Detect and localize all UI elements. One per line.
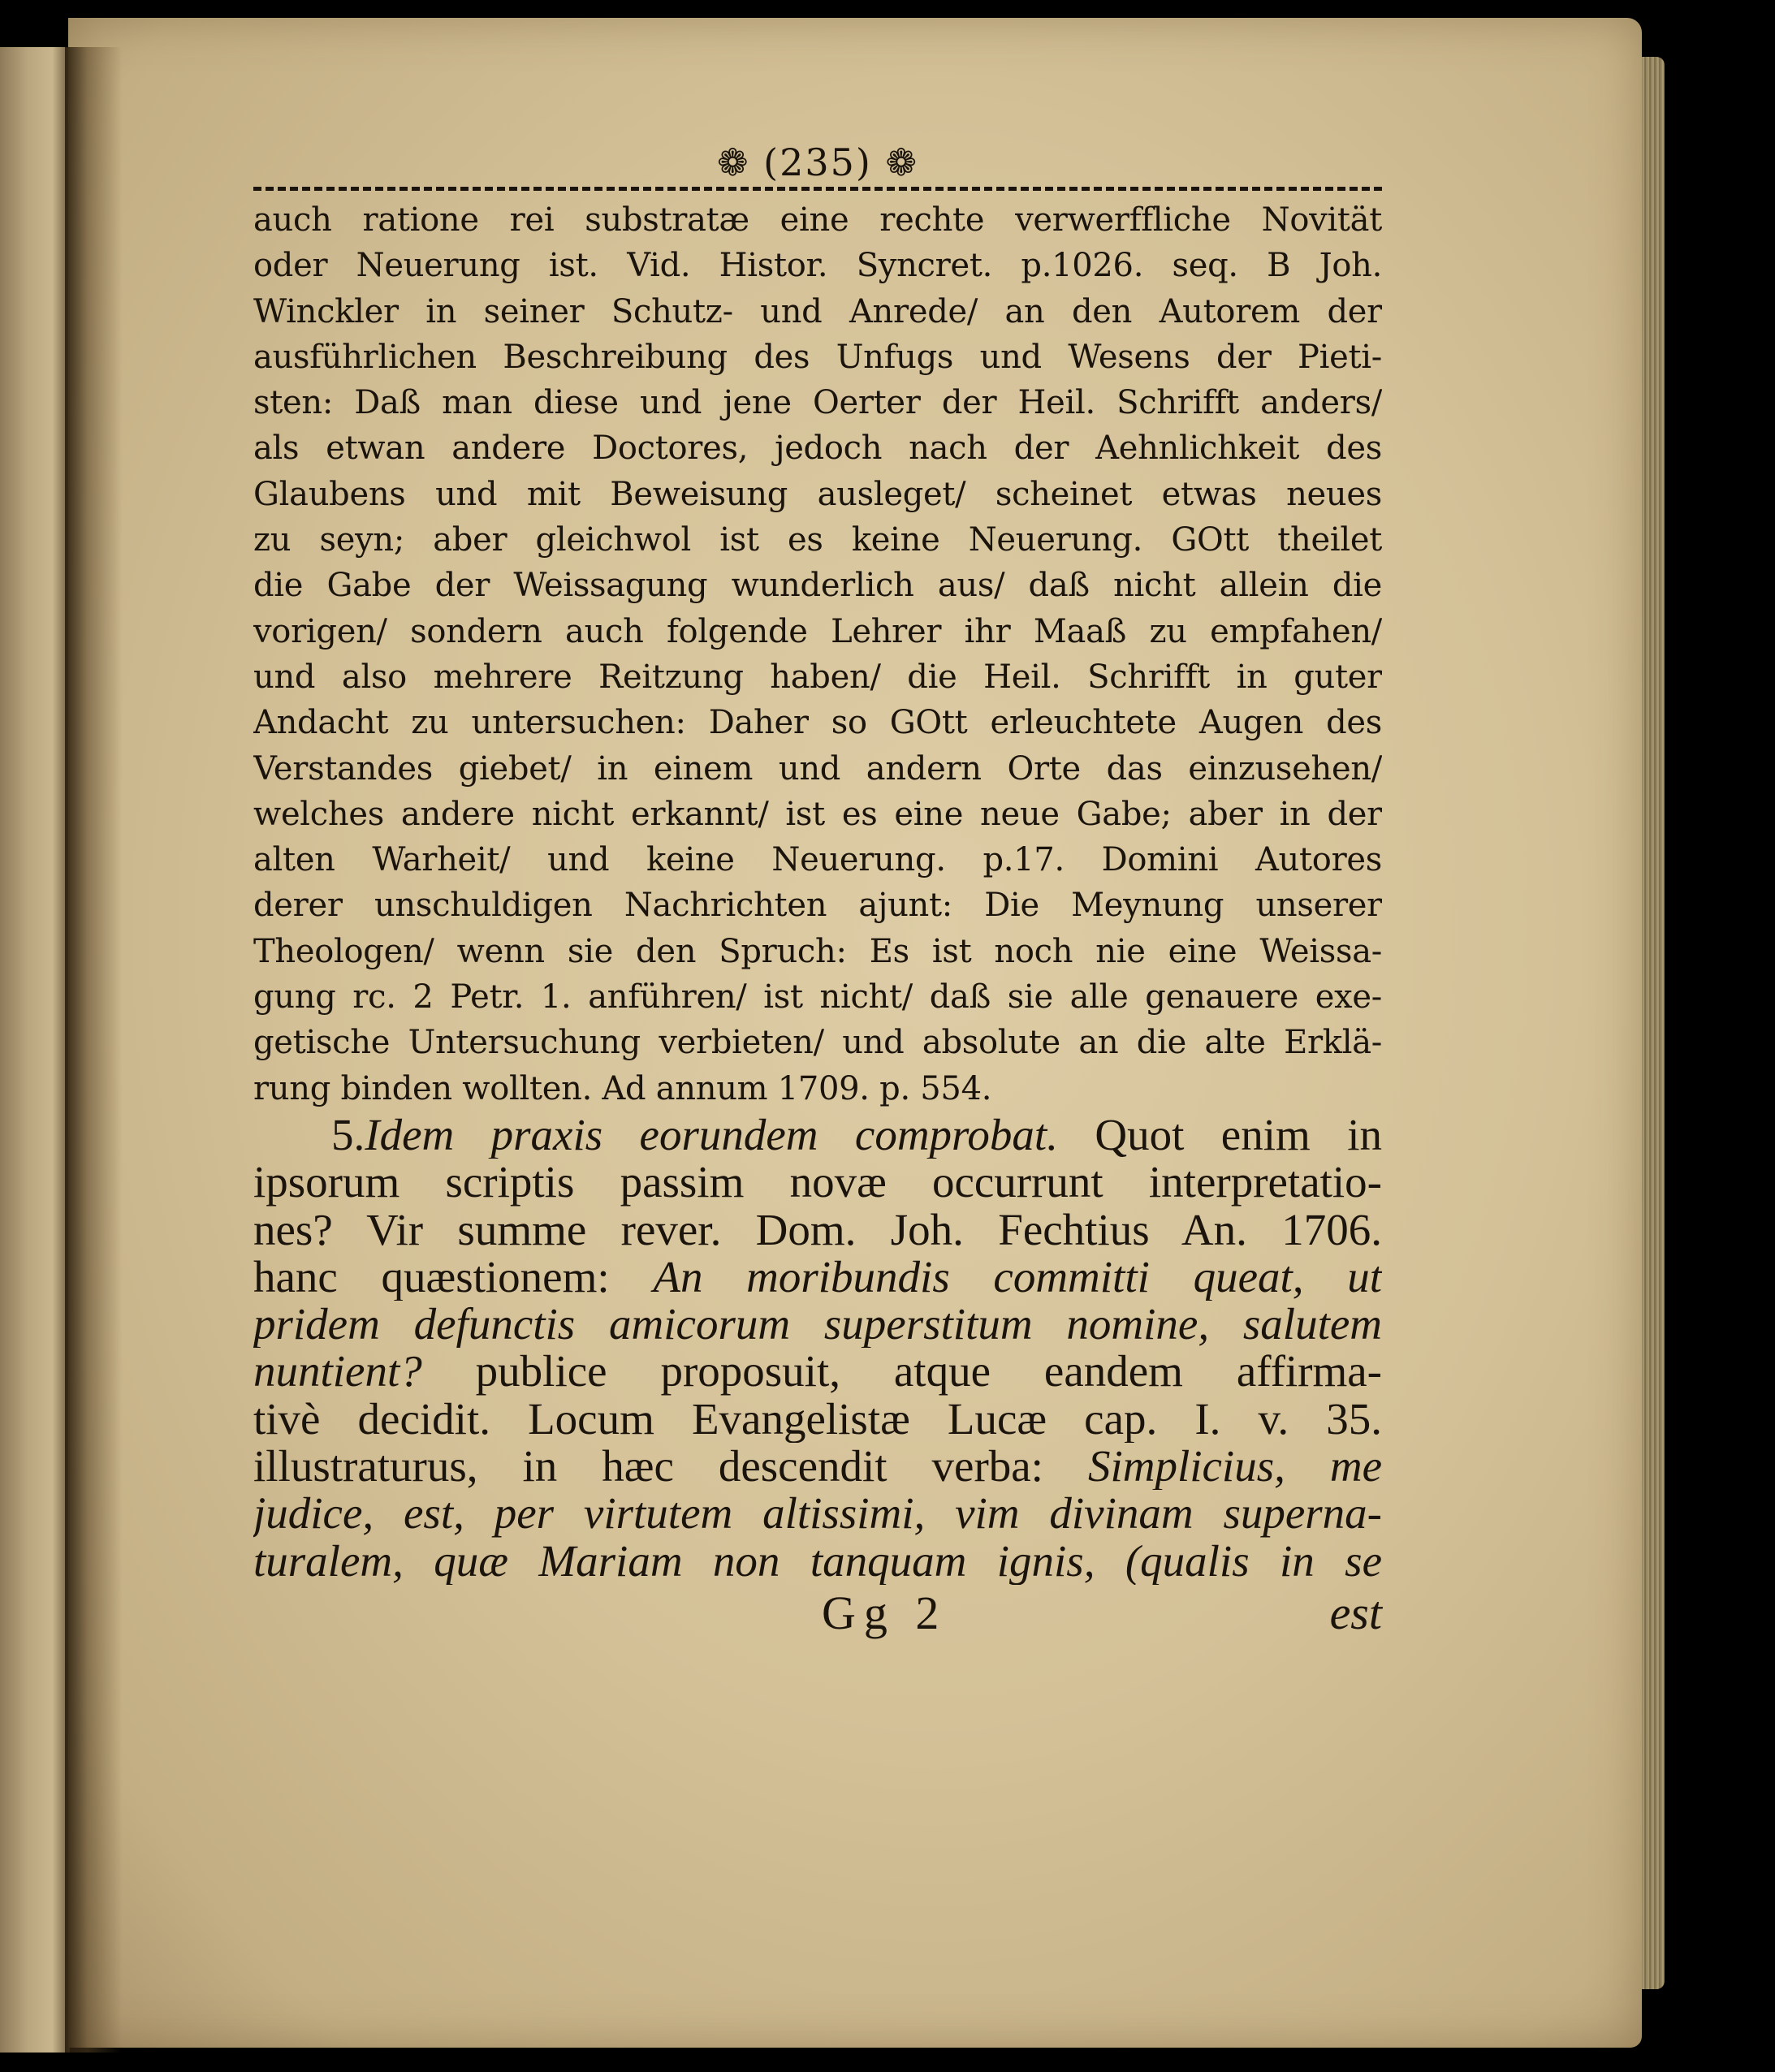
german-line-1: auch ratione rei substratæ eine rechte verwerffliche Novität: [253, 201, 1382, 239]
latin-text: Quot enim in: [1057, 1111, 1382, 1159]
latin-italic-text: nuntient?: [253, 1348, 422, 1396]
latin-line-8: [253, 1443, 1382, 1490]
german-line-15: alten Warheit/ und keine Neuerung. p.17. Domini Autores: [253, 841, 1382, 879]
german-line-4: ausführlichen Beschreibung des Unfugs und Wesens der Pieti-: [253, 338, 1382, 376]
text-block: [253, 138, 1382, 1642]
latin-line-10: turalem, quæ Mariam non tanquam ignis, (qualis in se: [253, 1537, 1382, 1585]
german-line-13: Verstandes giebet/ in einem und andern Orte das einzusehen/: [253, 749, 1382, 788]
latin-line-2: ipsorum scriptis passim novæ occurrunt interpretatio-: [253, 1159, 1382, 1207]
german-line-19: getische Untersuchung verbieten/ und absolute an die alte Erklä-: [253, 1024, 1382, 1062]
fore-edge: [1642, 57, 1665, 1989]
german-line-6: als etwan andere Doctores, jedoch nach der Aehnlichkeit des: [253, 430, 1382, 468]
running-head: [253, 138, 1382, 187]
german-line-7: Glaubens und mit Beweisung ausleget/ scheinet etwas neues: [253, 475, 1382, 513]
gutter-shadow: [65, 47, 122, 2053]
latin-text: illustraturus, in hæc descendit verba:: [253, 1443, 1088, 1491]
german-line-2: oder Neuerung ist. Vid. Histor. Syncret. p.1026. seq. B Joh.: [253, 247, 1382, 285]
signature-mark: Gg 2: [822, 1586, 948, 1639]
latin-line-5: pridem defunctis amicorum superstitum nomine, salutem: [253, 1301, 1382, 1349]
fleuron-right-icon: ❁: [871, 140, 919, 184]
german-line-20: rung binden wollten. Ad annum 1709. p. 554.: [253, 1069, 992, 1107]
latin-text: publice proposuit, atque eandem affirma-: [421, 1348, 1382, 1396]
german-line-14: welches andere nicht erkannt/ ist es eine neue Gabe; aber in der: [253, 795, 1382, 833]
german-line-8: zu seyn; aber gleichwol ist es keine Neuerung. GOtt theilet: [253, 521, 1382, 559]
paragraph-number: 5.: [331, 1111, 365, 1159]
german-line-18: gung rc. 2 Petr. 1. anführen/ ist nicht/ daß sie alle genauere exe-: [253, 978, 1382, 1017]
latin-line-7: tivè decidit. Locum Evangelistæ Lucæ cap. I. v. 35.: [253, 1395, 1382, 1444]
german-line-11: und also mehrere Reitzung haben/ die Heil. Schrifft in guter: [253, 658, 1382, 696]
german-line-12: Andacht zu untersuchen: Daher so GOtt erleuchtete Augen des: [253, 704, 1382, 742]
latin-line-6: [253, 1348, 1382, 1395]
german-line-16: derer unschuldigen Nachrichten ajunt: Die Meynung unserer: [253, 887, 1382, 925]
german-line-17: Theologen/ wenn sie den Spruch: Es ist noch nie eine Weissa-: [253, 932, 1382, 970]
german-line-3: Winckler in seiner Schutz- und Anrede/ an den Autorem der: [253, 292, 1382, 330]
left-page-edge: [0, 47, 70, 2053]
page-number: (235): [763, 140, 872, 184]
latin-line-1: [253, 1112, 1382, 1159]
latin-line-9: judice, est, per virtutem altissimi, vim divinam superna-: [253, 1490, 1382, 1538]
signature-line: [253, 1585, 1382, 1642]
german-line-5: sten: Daß man diese und jene Oerter der Heil. Schrifft anders/: [253, 384, 1382, 422]
latin-italic-text: Simplicius, me: [1087, 1443, 1382, 1491]
latin-italic-heading: Idem praxis eorundem comprobat.: [365, 1111, 1058, 1159]
latin-line-4: [253, 1254, 1382, 1301]
head-rule: [253, 187, 1382, 191]
latin-line-3: nes? Vir summe rever. Dom. Joh. Fechtius An. 1706.: [253, 1206, 1382, 1254]
latin-italic-text: An moribundis committi queat, ut: [653, 1253, 1382, 1301]
german-line-10: vorigen/ sondern auch folgende Lehrer ihr Maaß zu empfahen/: [253, 612, 1382, 650]
catchword: est: [1329, 1586, 1382, 1639]
fleuron-left-icon: ❁: [716, 140, 764, 184]
latin-text: hanc quæstionem:: [253, 1253, 654, 1301]
german-line-9: die Gabe der Weissagung wunderlich aus/ daß nicht allein die: [253, 567, 1382, 605]
